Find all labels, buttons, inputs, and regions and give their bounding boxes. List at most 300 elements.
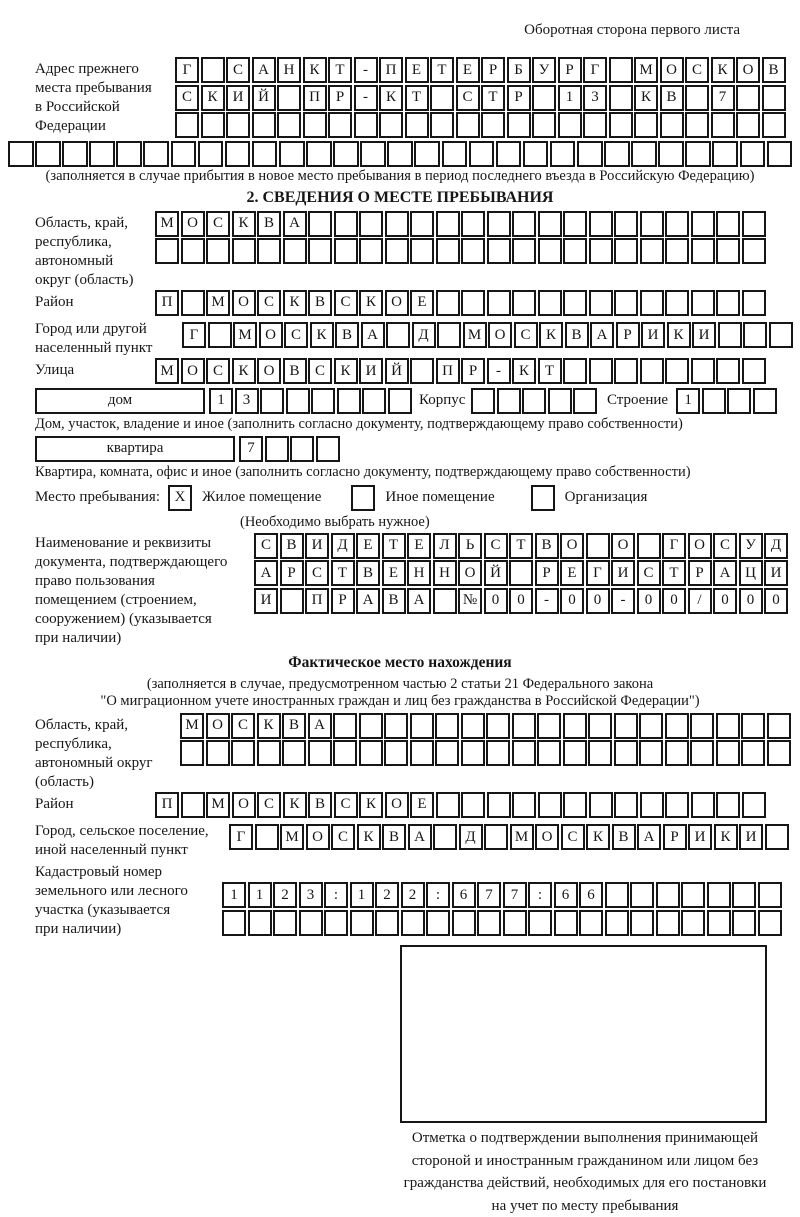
char-cell[interactable]: : [324, 882, 348, 908]
char-cell[interactable] [538, 792, 562, 818]
char-cell[interactable]: Д [331, 533, 355, 559]
char-cell[interactable] [359, 740, 383, 766]
char-cell[interactable] [257, 238, 281, 264]
char-cell[interactable] [762, 85, 786, 111]
char-cell[interactable] [430, 112, 454, 138]
char-cell[interactable] [712, 141, 738, 167]
char-cell[interactable] [753, 388, 777, 414]
char-cell[interactable]: К [201, 85, 225, 111]
char-cell[interactable] [299, 910, 323, 936]
char-cell[interactable] [181, 290, 205, 316]
char-cell[interactable]: С [257, 290, 281, 316]
char-cell[interactable] [316, 436, 340, 462]
char-cell[interactable] [614, 740, 638, 766]
char-cell[interactable] [273, 910, 297, 936]
char-cell[interactable]: С [206, 211, 230, 237]
char-cell[interactable]: К [334, 358, 358, 384]
char-cell[interactable] [181, 238, 205, 264]
char-cell[interactable] [718, 322, 742, 348]
char-cell[interactable] [512, 290, 536, 316]
char-cell[interactable]: О [306, 824, 330, 850]
char-cell[interactable] [579, 910, 603, 936]
char-cell[interactable]: О [535, 824, 559, 850]
char-cell[interactable]: К [303, 57, 327, 83]
char-cell[interactable]: 0 [509, 588, 533, 614]
char-cell[interactable] [277, 112, 301, 138]
char-cell[interactable] [605, 882, 629, 908]
char-cell[interactable] [538, 290, 562, 316]
char-cell[interactable]: Т [328, 57, 352, 83]
char-cell[interactable] [171, 141, 197, 167]
char-cell[interactable] [469, 141, 495, 167]
char-cell[interactable]: К [586, 824, 610, 850]
char-cell[interactable]: И [359, 358, 383, 384]
char-cell[interactable] [410, 713, 434, 739]
char-cell[interactable]: : [426, 882, 450, 908]
char-cell[interactable]: М [180, 713, 204, 739]
char-cell[interactable] [260, 388, 284, 414]
char-cell[interactable] [736, 112, 760, 138]
char-cell[interactable]: И [641, 322, 665, 348]
char-cell[interactable]: И [305, 533, 329, 559]
char-cell[interactable]: 1 [209, 388, 233, 414]
char-cell[interactable]: Б [507, 57, 531, 83]
char-cell[interactable]: С [175, 85, 199, 111]
char-cell[interactable] [665, 211, 689, 237]
char-cell[interactable] [414, 141, 440, 167]
char-cell[interactable]: В [660, 85, 684, 111]
char-cell[interactable] [359, 713, 383, 739]
char-cell[interactable] [280, 588, 304, 614]
char-cell[interactable]: № [458, 588, 482, 614]
char-cell[interactable]: 1 [350, 882, 374, 908]
char-cell[interactable] [471, 388, 495, 414]
char-cell[interactable] [609, 85, 633, 111]
char-cell[interactable] [282, 740, 306, 766]
char-cell[interactable] [742, 290, 766, 316]
char-cell[interactable]: В [308, 792, 332, 818]
char-cell[interactable]: М [155, 211, 179, 237]
char-cell[interactable] [589, 358, 613, 384]
char-cell[interactable] [143, 141, 169, 167]
char-cell[interactable]: 1 [676, 388, 700, 414]
char-cell[interactable] [255, 824, 279, 850]
char-cell[interactable] [433, 588, 457, 614]
char-cell[interactable]: В [382, 588, 406, 614]
char-cell[interactable] [201, 57, 225, 83]
char-cell[interactable] [359, 211, 383, 237]
char-cell[interactable]: 1 [222, 882, 246, 908]
char-cell[interactable]: Г [662, 533, 686, 559]
char-cell[interactable]: Н [433, 560, 457, 586]
char-cell[interactable]: 0 [764, 588, 788, 614]
char-cell[interactable]: М [634, 57, 658, 83]
char-cell[interactable]: О [181, 211, 205, 237]
char-cell[interactable] [656, 882, 680, 908]
char-cell[interactable] [283, 238, 307, 264]
char-cell[interactable] [279, 141, 305, 167]
char-cell[interactable] [487, 290, 511, 316]
char-cell[interactable]: В [283, 358, 307, 384]
char-cell[interactable]: В [762, 57, 786, 83]
char-cell[interactable] [328, 112, 352, 138]
char-cell[interactable] [509, 560, 533, 586]
char-cell[interactable]: С [331, 824, 355, 850]
char-cell[interactable]: 7 [239, 436, 263, 462]
char-cell[interactable] [507, 112, 531, 138]
char-cell[interactable]: С [456, 85, 480, 111]
char-cell[interactable]: 0 [713, 588, 737, 614]
char-cell[interactable]: 7 [477, 882, 501, 908]
char-cell[interactable] [277, 85, 301, 111]
char-cell[interactable] [589, 238, 613, 264]
char-cell[interactable]: 6 [452, 882, 476, 908]
char-cell[interactable]: 3 [583, 85, 607, 111]
char-cell[interactable]: К [667, 322, 691, 348]
char-cell[interactable] [436, 238, 460, 264]
char-cell[interactable]: С [284, 322, 308, 348]
char-cell[interactable]: С [257, 792, 281, 818]
checkbox-organization[interactable] [531, 485, 555, 511]
char-cell[interactable]: 0 [662, 588, 686, 614]
char-cell[interactable]: О [560, 533, 584, 559]
char-cell[interactable] [226, 112, 250, 138]
char-cell[interactable]: С [561, 824, 585, 850]
char-cell[interactable] [477, 910, 501, 936]
char-cell[interactable]: Д [764, 533, 788, 559]
char-cell[interactable] [333, 141, 359, 167]
char-cell[interactable]: К [357, 824, 381, 850]
char-cell[interactable] [484, 824, 508, 850]
char-cell[interactable]: Р [558, 57, 582, 83]
char-cell[interactable] [333, 740, 357, 766]
char-cell[interactable] [481, 112, 505, 138]
char-cell[interactable]: Т [405, 85, 429, 111]
char-cell[interactable] [461, 211, 485, 237]
char-cell[interactable]: А [407, 588, 431, 614]
char-cell[interactable]: А [361, 322, 385, 348]
char-cell[interactable] [583, 112, 607, 138]
char-cell[interactable]: К [359, 290, 383, 316]
char-cell[interactable]: С [334, 290, 358, 316]
char-cell[interactable] [656, 910, 680, 936]
char-cell[interactable] [665, 740, 689, 766]
char-cell[interactable]: 0 [739, 588, 763, 614]
char-cell[interactable]: А [590, 322, 614, 348]
char-cell[interactable] [522, 388, 546, 414]
char-cell[interactable]: Р [481, 57, 505, 83]
char-cell[interactable] [563, 792, 587, 818]
checkbox-residential[interactable]: X [168, 485, 192, 511]
char-cell[interactable] [503, 910, 527, 936]
char-cell[interactable]: Т [538, 358, 562, 384]
char-cell[interactable] [614, 792, 638, 818]
char-cell[interactable]: Т [382, 533, 406, 559]
char-cell[interactable] [637, 533, 661, 559]
char-cell[interactable]: М [280, 824, 304, 850]
char-cell[interactable] [350, 910, 374, 936]
char-cell[interactable]: Р [280, 560, 304, 586]
char-cell[interactable]: С [226, 57, 250, 83]
char-cell[interactable] [252, 141, 278, 167]
char-cell[interactable]: Р [461, 358, 485, 384]
char-cell[interactable] [265, 436, 289, 462]
char-cell[interactable]: С [305, 560, 329, 586]
char-cell[interactable]: С [231, 713, 255, 739]
char-cell[interactable]: М [206, 792, 230, 818]
char-cell[interactable] [410, 358, 434, 384]
char-cell[interactable]: В [257, 211, 281, 237]
char-cell[interactable] [586, 533, 610, 559]
char-cell[interactable] [538, 211, 562, 237]
char-cell[interactable]: К [283, 290, 307, 316]
char-cell[interactable] [563, 290, 587, 316]
char-cell[interactable]: / [688, 588, 712, 614]
char-cell[interactable]: В [335, 322, 359, 348]
char-cell[interactable]: 7 [503, 882, 527, 908]
char-cell[interactable]: С [514, 322, 538, 348]
char-cell[interactable]: О [257, 358, 281, 384]
char-cell[interactable]: В [535, 533, 559, 559]
char-cell[interactable] [461, 740, 485, 766]
char-cell[interactable] [573, 388, 597, 414]
char-cell[interactable]: Г [583, 57, 607, 83]
char-cell[interactable] [286, 388, 310, 414]
char-cell[interactable] [386, 322, 410, 348]
char-cell[interactable]: С [308, 358, 332, 384]
char-cell[interactable]: О [181, 358, 205, 384]
char-cell[interactable] [461, 238, 485, 264]
char-cell[interactable]: О [385, 290, 409, 316]
char-cell[interactable] [665, 358, 689, 384]
char-cell[interactable] [35, 141, 61, 167]
char-cell[interactable]: К [711, 57, 735, 83]
char-cell[interactable] [512, 211, 536, 237]
char-cell[interactable] [563, 713, 587, 739]
char-cell[interactable]: 1 [248, 882, 272, 908]
char-cell[interactable] [252, 112, 276, 138]
char-cell[interactable] [512, 792, 536, 818]
char-cell[interactable]: Р [663, 824, 687, 850]
char-cell[interactable]: У [739, 533, 763, 559]
char-cell[interactable]: Т [331, 560, 355, 586]
char-cell[interactable]: О [660, 57, 684, 83]
char-cell[interactable] [716, 290, 740, 316]
char-cell[interactable] [523, 141, 549, 167]
char-cell[interactable]: Т [509, 533, 533, 559]
char-cell[interactable]: О [458, 560, 482, 586]
char-cell[interactable] [727, 388, 751, 414]
char-cell[interactable] [359, 238, 383, 264]
char-cell[interactable] [116, 141, 142, 167]
char-cell[interactable] [89, 141, 115, 167]
char-cell[interactable] [379, 112, 403, 138]
char-cell[interactable] [702, 388, 726, 414]
char-cell[interactable] [690, 713, 714, 739]
char-cell[interactable]: Е [382, 560, 406, 586]
char-cell[interactable] [354, 112, 378, 138]
char-cell[interactable]: О [232, 792, 256, 818]
char-cell[interactable] [769, 322, 793, 348]
char-cell[interactable] [8, 141, 34, 167]
char-cell[interactable]: С [254, 533, 278, 559]
char-cell[interactable]: Е [356, 533, 380, 559]
char-cell[interactable]: М [510, 824, 534, 850]
char-cell[interactable] [716, 713, 740, 739]
char-cell[interactable]: Д [459, 824, 483, 850]
char-cell[interactable]: Ь [458, 533, 482, 559]
char-cell[interactable]: М [233, 322, 257, 348]
char-cell[interactable] [742, 211, 766, 237]
char-cell[interactable] [550, 141, 576, 167]
char-cell[interactable]: С [685, 57, 709, 83]
char-cell[interactable]: Е [560, 560, 584, 586]
char-cell[interactable] [385, 238, 409, 264]
char-cell[interactable] [461, 713, 485, 739]
char-cell[interactable]: А [356, 588, 380, 614]
char-cell[interactable] [563, 358, 587, 384]
char-cell[interactable] [605, 910, 629, 936]
char-cell[interactable] [512, 713, 536, 739]
char-cell[interactable]: П [436, 358, 460, 384]
char-cell[interactable] [639, 740, 663, 766]
char-cell[interactable] [308, 211, 332, 237]
char-cell[interactable] [231, 740, 255, 766]
char-cell[interactable] [691, 358, 715, 384]
char-cell[interactable]: А [713, 560, 737, 586]
char-cell[interactable]: Р [616, 322, 640, 348]
char-cell[interactable] [430, 85, 454, 111]
char-cell[interactable] [588, 740, 612, 766]
char-cell[interactable] [387, 141, 413, 167]
char-cell[interactable] [630, 882, 654, 908]
char-cell[interactable]: А [254, 560, 278, 586]
char-cell[interactable]: П [379, 57, 403, 83]
char-cell[interactable]: Д [412, 322, 436, 348]
char-cell[interactable]: Е [456, 57, 480, 83]
char-cell[interactable] [375, 910, 399, 936]
char-cell[interactable] [716, 211, 740, 237]
char-cell[interactable]: К [232, 358, 256, 384]
char-cell[interactable] [681, 882, 705, 908]
char-cell[interactable] [563, 740, 587, 766]
char-cell[interactable] [742, 358, 766, 384]
char-cell[interactable] [640, 211, 664, 237]
char-cell[interactable] [410, 211, 434, 237]
char-cell[interactable] [436, 211, 460, 237]
char-cell[interactable] [640, 358, 664, 384]
char-cell[interactable]: Р [535, 560, 559, 586]
char-cell[interactable] [577, 141, 603, 167]
char-cell[interactable] [512, 238, 536, 264]
char-cell[interactable] [589, 211, 613, 237]
char-cell[interactable]: К [539, 322, 563, 348]
char-cell[interactable] [405, 112, 429, 138]
char-cell[interactable] [410, 238, 434, 264]
char-cell[interactable] [563, 238, 587, 264]
char-cell[interactable]: - [611, 588, 635, 614]
char-cell[interactable]: Л [433, 533, 457, 559]
char-cell[interactable] [711, 112, 735, 138]
char-cell[interactable]: Т [481, 85, 505, 111]
char-cell[interactable] [609, 57, 633, 83]
char-cell[interactable] [436, 792, 460, 818]
char-cell[interactable] [640, 792, 664, 818]
char-cell[interactable]: И [739, 824, 763, 850]
char-cell[interactable]: И [692, 322, 716, 348]
char-cell[interactable]: К [512, 358, 536, 384]
char-cell[interactable]: Н [407, 560, 431, 586]
char-cell[interactable] [333, 713, 357, 739]
char-cell[interactable] [384, 713, 408, 739]
char-cell[interactable]: К [379, 85, 403, 111]
char-cell[interactable] [410, 740, 434, 766]
char-cell[interactable] [640, 290, 664, 316]
char-cell[interactable] [742, 792, 766, 818]
char-cell[interactable]: 3 [235, 388, 259, 414]
char-cell[interactable] [181, 792, 205, 818]
char-cell[interactable]: О [259, 322, 283, 348]
char-cell[interactable] [767, 740, 791, 766]
char-cell[interactable]: П [305, 588, 329, 614]
char-cell[interactable] [532, 85, 556, 111]
char-cell[interactable] [442, 141, 468, 167]
char-cell[interactable]: Т [430, 57, 454, 83]
char-cell[interactable]: Т [662, 560, 686, 586]
char-cell[interactable] [691, 211, 715, 237]
char-cell[interactable]: К [714, 824, 738, 850]
char-cell[interactable] [589, 290, 613, 316]
char-cell[interactable] [765, 824, 789, 850]
char-cell[interactable] [306, 141, 332, 167]
char-cell[interactable] [716, 238, 740, 264]
char-cell[interactable]: 6 [579, 882, 603, 908]
char-cell[interactable]: В [565, 322, 589, 348]
char-cell[interactable]: М [463, 322, 487, 348]
checkbox-other-premises[interactable] [351, 485, 375, 511]
char-cell[interactable] [691, 792, 715, 818]
char-cell[interactable]: С [637, 560, 661, 586]
char-cell[interactable] [767, 713, 791, 739]
char-cell[interactable]: Й [252, 85, 276, 111]
char-cell[interactable] [334, 211, 358, 237]
char-cell[interactable]: 6 [554, 882, 578, 908]
char-cell[interactable] [486, 713, 510, 739]
char-cell[interactable] [767, 141, 793, 167]
char-cell[interactable]: Г [229, 824, 253, 850]
char-cell[interactable] [631, 141, 657, 167]
char-cell[interactable]: А [308, 713, 332, 739]
char-cell[interactable]: А [637, 824, 661, 850]
char-cell[interactable] [762, 112, 786, 138]
char-cell[interactable] [486, 740, 510, 766]
char-cell[interactable] [707, 882, 731, 908]
char-cell[interactable]: Р [688, 560, 712, 586]
char-cell[interactable] [563, 211, 587, 237]
char-cell[interactable]: 0 [637, 588, 661, 614]
char-cell[interactable] [691, 290, 715, 316]
char-cell[interactable]: 1 [558, 85, 582, 111]
char-cell[interactable]: Ц [739, 560, 763, 586]
char-cell[interactable]: Г [586, 560, 610, 586]
char-cell[interactable]: Р [328, 85, 352, 111]
char-cell[interactable]: А [408, 824, 432, 850]
char-cell[interactable] [554, 910, 578, 936]
char-cell[interactable] [206, 238, 230, 264]
char-cell[interactable]: В [356, 560, 380, 586]
char-cell[interactable] [614, 358, 638, 384]
char-cell[interactable] [736, 85, 760, 111]
